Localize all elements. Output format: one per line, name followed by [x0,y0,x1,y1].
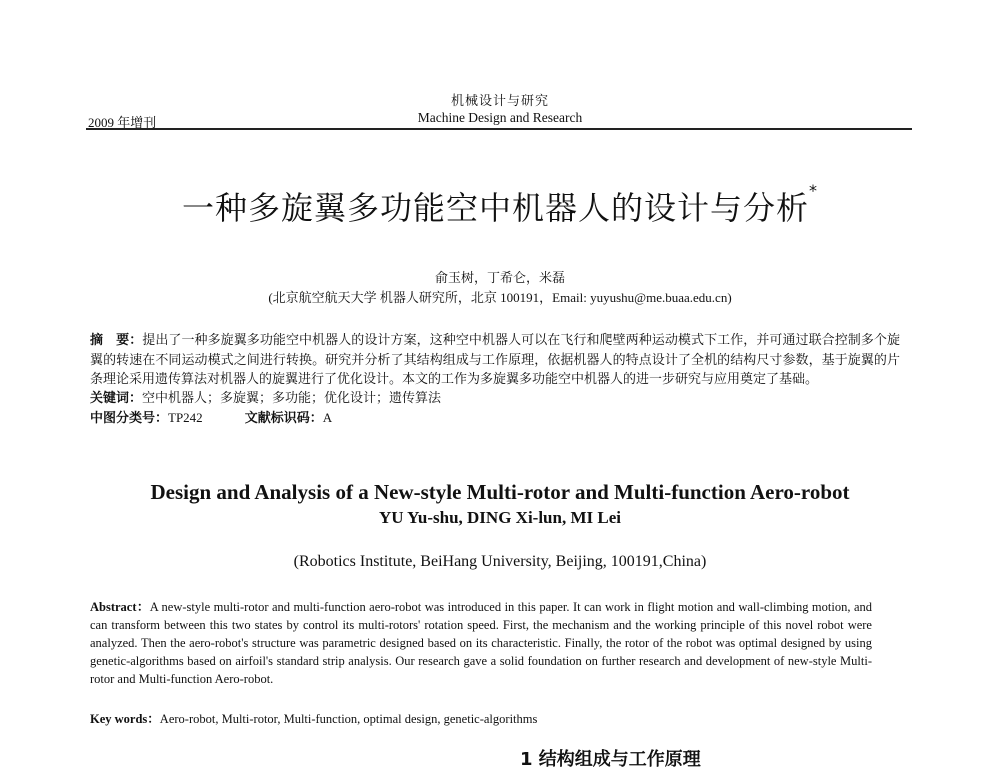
authors-cn: 俞玉树，丁希仑，米磊 [434,270,565,285]
paper-title-cn-text: 一种多旋翼多功能空中机器人的设计与分析 [181,189,809,227]
authors-en: YU Yu-shu, DING Xi-lun, MI Lei [379,508,621,527]
affiliation-en: (Robotics Institute, BeiHang University, Beijing, 100191,China) [293,553,707,570]
keywords-en-text: Aero-robot, Multi-rotor, Multi-function, optimal design, genetic-algorithms [159,712,538,726]
classification-line [90,408,900,428]
keywords-en-label: Key words： [90,712,160,726]
header-rule [86,128,912,130]
journal-name-cn: 机械设计与研究 [450,93,549,108]
next-section-heading: 1 结构组成与工作原理 [520,749,701,770]
abstract-cn-block [90,330,900,428]
paper-title-cn [0,183,1000,229]
abstract-cn-label: 摘 要： [90,333,143,348]
doc-code-value: A [322,410,333,425]
journal-name-en: Machine Design and Research [417,110,583,125]
clc-label: 中图分类号： [90,411,169,426]
title-footnote-mark: * [809,181,818,200]
affiliation-cn: (北京航空航天大学 机器人研究所，北京 100191，Email: yuyushu@me.buaa.edu.cn) [268,290,732,305]
paper-title-en: Design and Analysis of a New-style Multi-rotor and Multi-function Aero-robot [150,480,850,504]
abstract-en-text: A new-style multi-rotor and multi-function aero-robot was introduced in this paper. It can work in flight motion and wall-climbing motion, and can transform between this two states by control its multi-rotors' rotation speed. First, the mechanism and the working principle of this novel robot were analyzed. Then the aero-robot's structure was parametric designed based on its characteristic. Finally, the rotor of the robot was optimal designed by using genetic-algorithms based on airfoil's standard strip analysis. Our research gave a solid foundation on further research and development of new-style Multi-rotor and Multi-function Aero-robot. [90,600,872,686]
keywords-en [90,710,890,728]
abstract-en [90,598,872,688]
clc-value: TP242 [168,410,203,425]
abstract-cn-text: 提出了一种多旋翼多功能空中机器人的设计方案，这种空中机器人可以在飞行和爬壁两种运动模式下工作，并可通过联合控制多个旋翼的转速在不同运动模式之间进行转换。研究并分析了其结构组成与工作原理，依据机器人的特点设计了全机的结构尺寸参数，基于旋翼的片条理论采用遗传算法对机器人的旋翼进行了优化设计。本文的工作为多旋翼多功能空中机器人的进一步研究与应用奠定了基础。 [90,332,900,386]
abstract-cn [90,330,900,388]
keywords-cn-label: 关键词： [90,391,143,406]
abstract-en-label: Abstract： [90,600,150,614]
doc-code-label: 文献标识码： [244,411,323,426]
keywords-cn [90,388,900,408]
issue-label: 2009 年增刊 [88,115,157,130]
keywords-cn-text: 空中机器人；多旋翼；多功能；优化设计；遗传算法 [142,390,442,405]
